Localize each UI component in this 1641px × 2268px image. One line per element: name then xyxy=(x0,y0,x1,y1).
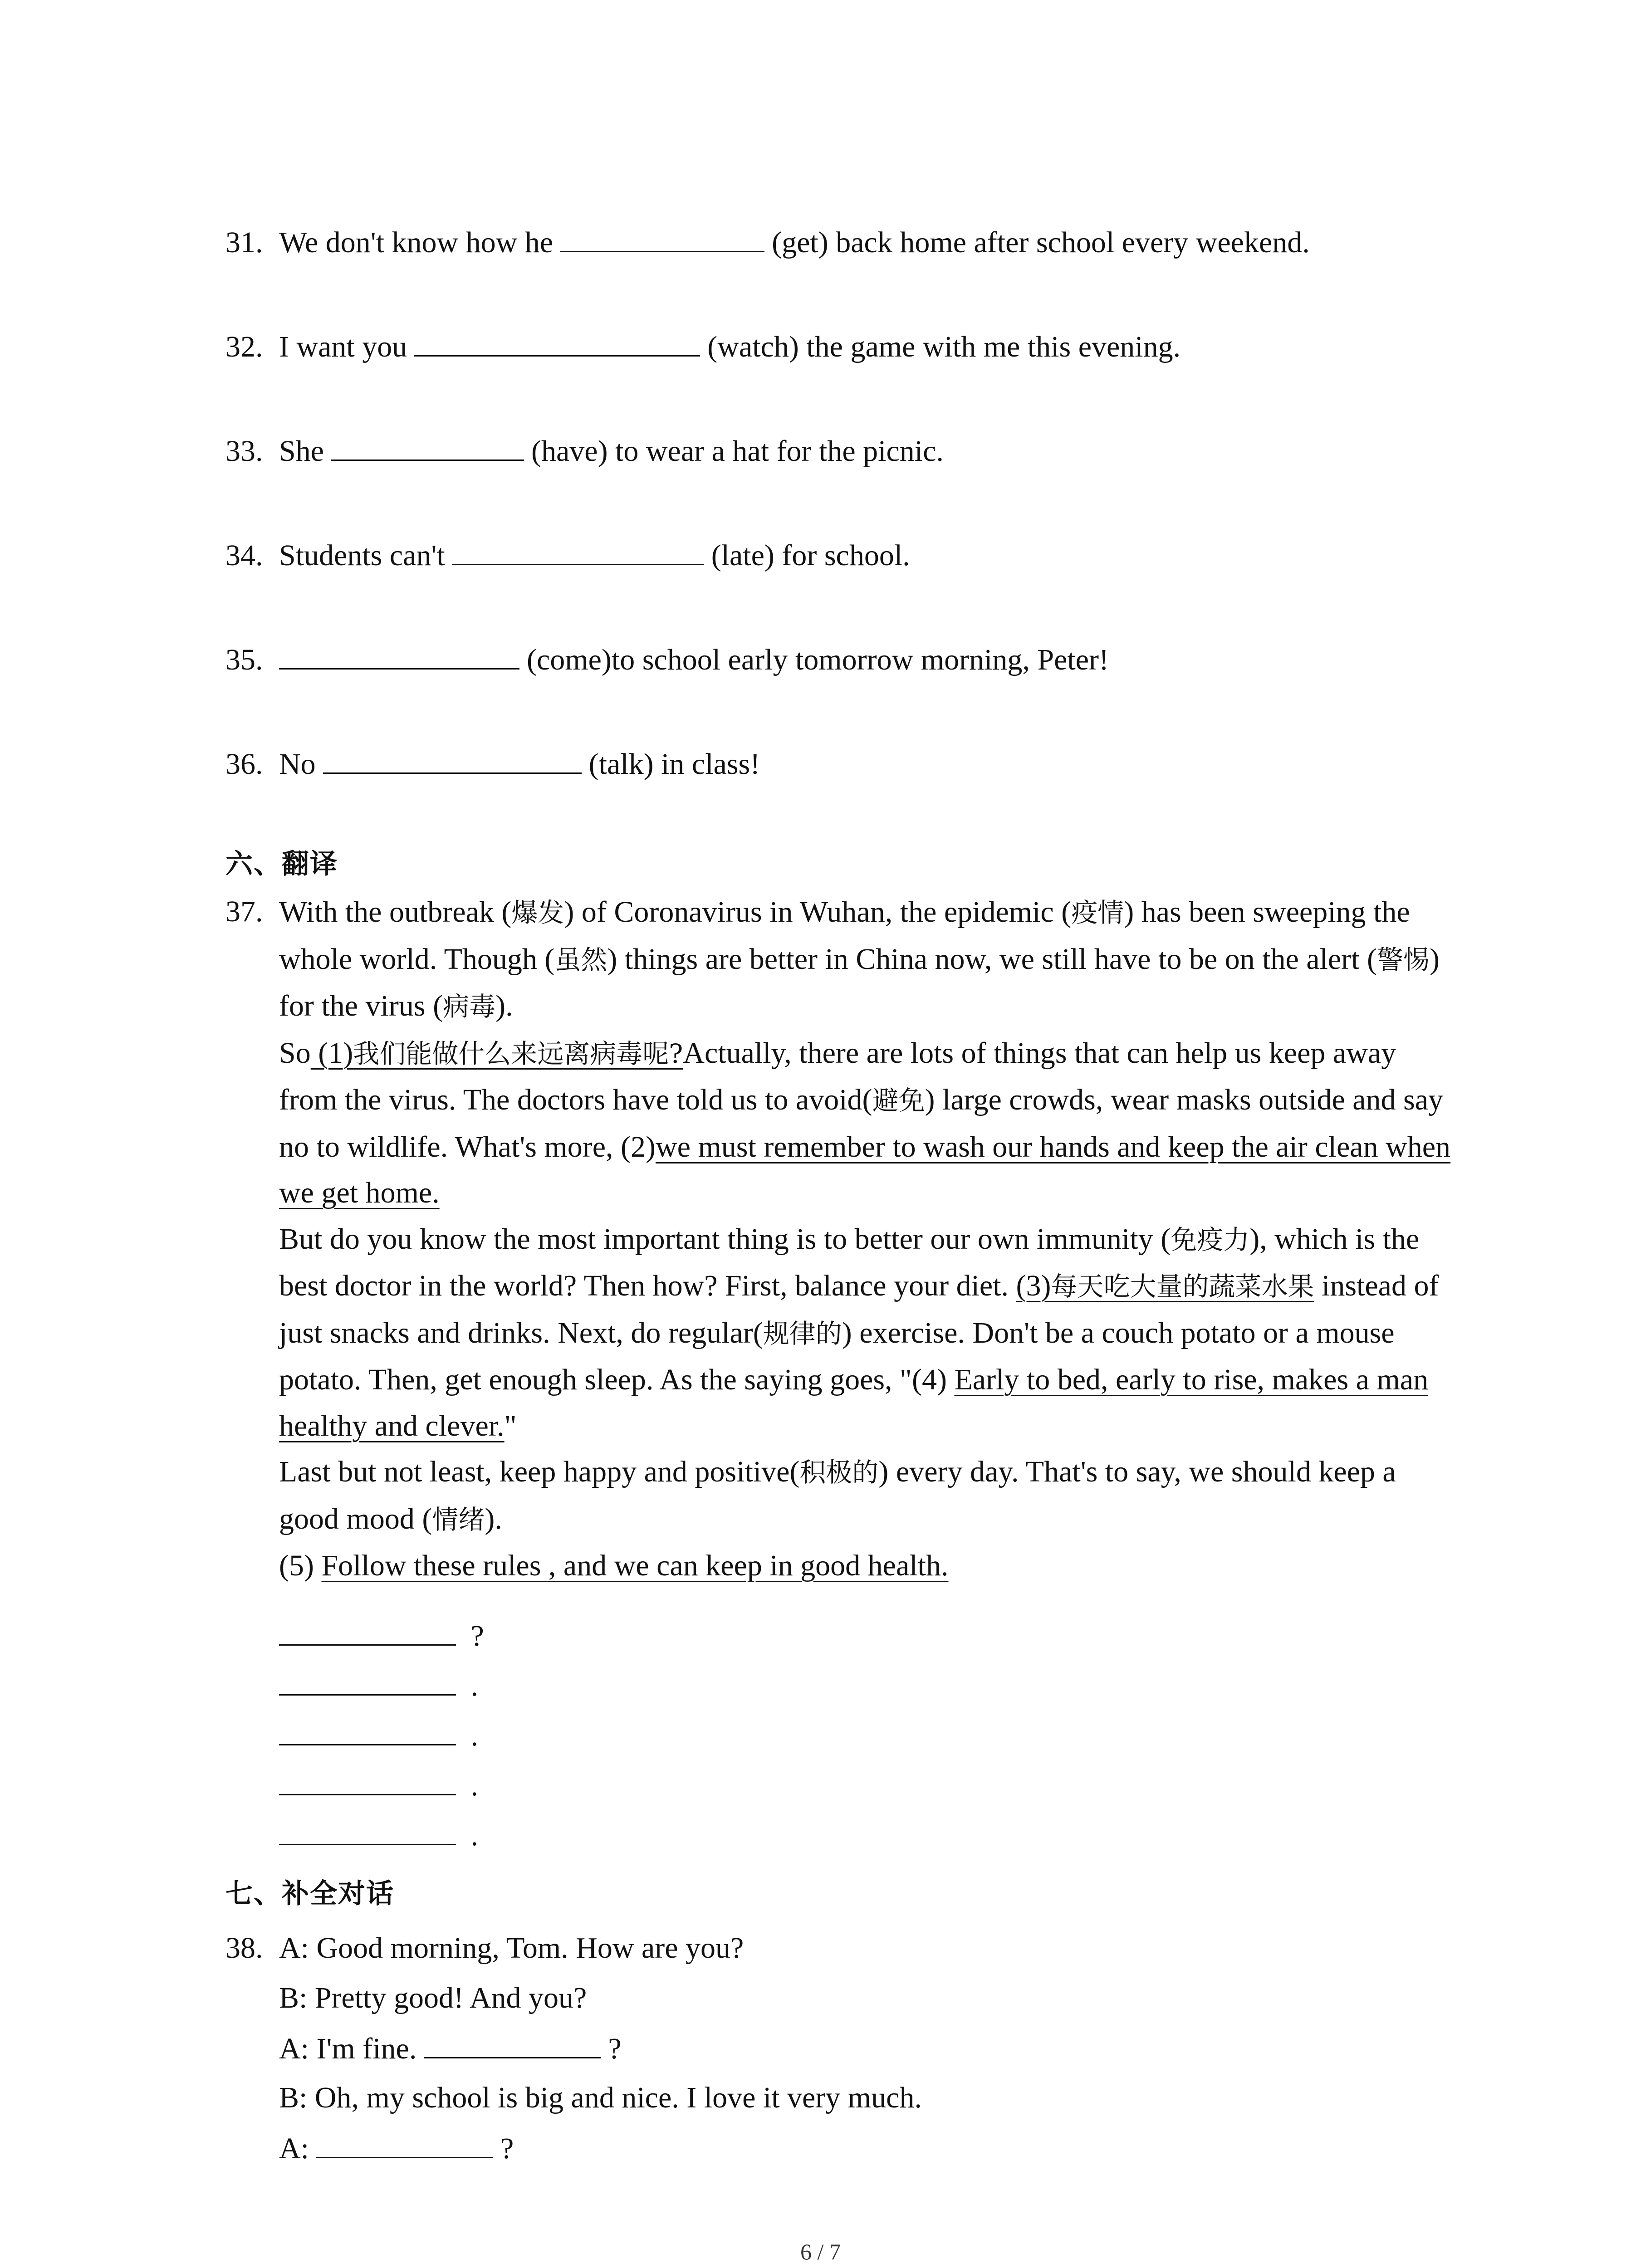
answer-blank[interactable] xyxy=(279,1817,456,1845)
answer-blank[interactable] xyxy=(316,2130,493,2158)
dialogue-text: A: I'm fine. xyxy=(279,2032,417,2065)
chinese-gloss: 爆发 xyxy=(511,897,564,928)
chinese-gloss: 免疫力 xyxy=(1171,1224,1250,1255)
question-hint: (talk) in class! xyxy=(588,748,760,781)
answer-line-5 xyxy=(279,1817,478,1854)
chinese-gloss: 情绪 xyxy=(432,1504,485,1535)
question-text: Students can't xyxy=(279,539,445,572)
question-number: 34. xyxy=(225,539,263,572)
passage-text: ) for the virus ( xyxy=(279,942,1440,1022)
question-number: 38. xyxy=(225,1931,263,1965)
answer-punctuation: . xyxy=(470,1819,478,1852)
answer-blank[interactable] xyxy=(279,1667,456,1696)
dialogue-punctuation: ? xyxy=(500,2132,514,2165)
passage-text: instead of just snacks and drinks. Next, do regular( xyxy=(279,1269,1439,1349)
answer-blank[interactable] xyxy=(279,1767,456,1795)
dialogue-punctuation: ? xyxy=(608,2032,622,2065)
question-number: 31. xyxy=(225,226,263,259)
chinese-gloss: 规律的 xyxy=(763,1318,842,1349)
question-number: 32. xyxy=(225,330,263,363)
passage-paragraph-4 xyxy=(279,1449,1459,1543)
question-text: We don't know how he xyxy=(279,226,554,259)
answer-blank[interactable] xyxy=(452,537,704,565)
dialogue-text: B: Oh, my school is big and nice. I love it very much. xyxy=(279,2081,922,2114)
chinese-gloss: 虽然 xyxy=(554,944,607,975)
answer-line-4 xyxy=(279,1767,478,1804)
passage-text: " xyxy=(504,1409,517,1442)
underlined-sentence-3: 每天吃大量的蔬菜水果 xyxy=(1051,1271,1314,1302)
passage-text: ) exercise. Don't be a couch potato or a mouse potato. Then, get enough sleep. As the saying goes, "(4) xyxy=(279,1316,1395,1396)
underlined-marker-1: (1) xyxy=(310,1036,353,1070)
question-35 xyxy=(225,641,1109,678)
passage-text: ) every day. That's to say, we should keep a good mood ( xyxy=(279,1455,1396,1535)
question-text: No xyxy=(279,748,316,781)
page-number: 6 / 7 xyxy=(800,2239,841,2264)
answer-line-3 xyxy=(279,1717,478,1754)
passage-paragraph-5 xyxy=(279,1543,1459,1589)
answer-blank[interactable] xyxy=(560,224,764,252)
dialogue-line-2 xyxy=(279,1980,587,2016)
dialogue-text: A: xyxy=(279,2132,309,2165)
passage-text: ) of Coronavirus in Wuhan, the epidemic ( xyxy=(564,895,1072,929)
passage-text: ). xyxy=(485,1502,502,1535)
question-33 xyxy=(225,432,944,469)
answer-blank[interactable] xyxy=(279,1617,456,1646)
chinese-gloss: 病毒 xyxy=(443,991,496,1022)
question-text: She xyxy=(279,435,324,468)
answer-blank[interactable] xyxy=(424,2030,601,2058)
section-heading-dialogue: 七、补全对话 xyxy=(225,1878,394,1910)
question-36 xyxy=(225,745,760,782)
underlined-sentence-1: 我们能做什么来远离病毒呢? xyxy=(353,1038,683,1069)
question-hint: (get) back home after school every weekend. xyxy=(772,226,1310,259)
answer-blank[interactable] xyxy=(279,641,519,670)
passage-text: But do you know the most important thing is to better our own immunity ( xyxy=(279,1222,1171,1256)
answer-punctuation: ? xyxy=(470,1619,484,1652)
question-hint: (have) to wear a hat for the picnic. xyxy=(531,435,944,468)
question-hint: (late) for school. xyxy=(711,539,910,572)
answer-blank[interactable] xyxy=(414,328,700,357)
dialogue-text: A: Good morning, Tom. How are you? xyxy=(279,1931,744,1965)
question-number: 37. xyxy=(225,895,263,928)
question-text: I want you xyxy=(279,330,407,363)
dialogue-line-5 xyxy=(279,2130,514,2167)
passage-text: (5) xyxy=(279,1549,322,1582)
passage-text: ). xyxy=(495,989,513,1022)
answer-line-2 xyxy=(279,1667,478,1704)
passage-text: Last but not least, keep happy and positive( xyxy=(279,1455,800,1488)
passage-paragraph-1 xyxy=(279,889,1459,1030)
answer-punctuation: . xyxy=(470,1669,478,1702)
underlined-sentence-2: we must remember to wash our hands and keep the air clean when we get home. xyxy=(279,1130,1451,1209)
dialogue-text: B: Pretty good! And you? xyxy=(279,1981,587,2014)
dialogue-line-4 xyxy=(279,2080,922,2116)
translation-passage xyxy=(279,889,1459,1589)
passage-text: ) things are better in China now, we still have to be on the alert ( xyxy=(607,942,1377,976)
passage-text: So xyxy=(279,1036,311,1070)
passage-paragraph-3 xyxy=(279,1216,1459,1449)
question-number: 35. xyxy=(225,643,263,676)
answer-blank[interactable] xyxy=(279,1717,456,1745)
passage-paragraph-2 xyxy=(279,1030,1459,1216)
answer-blank[interactable] xyxy=(323,745,582,774)
question-number: 36. xyxy=(225,748,263,781)
section-heading-translation: 六、翻译 xyxy=(225,848,338,880)
underlined-marker-3: (3) xyxy=(1016,1269,1051,1302)
passage-text: With the outbreak ( xyxy=(279,895,512,929)
passage-text: ), which is the best doctor in the world? Then how? First, balance your diet. xyxy=(279,1222,1420,1302)
chinese-gloss: 积极的 xyxy=(799,1457,879,1488)
question-hint: (come)to school early tomorrow morning, Peter! xyxy=(527,643,1109,676)
underlined-sentence-5: Follow these rules , and we can keep in good health. xyxy=(321,1549,949,1582)
passage-text: ) has been sweeping the whole world. Though ( xyxy=(279,895,1410,976)
answer-punctuation: . xyxy=(470,1769,478,1802)
question-31 xyxy=(225,224,1310,261)
underlined-sentence-4: Early to bed, early to rise, makes a man healthy and clever. xyxy=(279,1363,1429,1442)
dialogue-line-3 xyxy=(279,2030,622,2067)
question-34 xyxy=(225,537,910,574)
chinese-gloss: 避免 xyxy=(872,1085,925,1116)
question-32 xyxy=(225,328,1181,365)
chinese-gloss: 疫情 xyxy=(1071,897,1124,928)
answer-line-1 xyxy=(279,1617,484,1654)
chinese-gloss: 警惕 xyxy=(1376,944,1430,975)
passage-text: ) large crowds, wear masks outside and say no to wildlife. What's more, (2) xyxy=(279,1083,1444,1163)
question-hint: (watch) the game with me this evening. xyxy=(707,330,1181,363)
answer-blank[interactable] xyxy=(331,432,524,461)
dialogue-line-1 xyxy=(279,1930,744,1966)
answer-punctuation: . xyxy=(470,1719,478,1752)
passage-text: Actually, there are lots of things that can help us keep away from the virus. The doctors have told us to avoid( xyxy=(279,1036,1396,1116)
question-number: 33. xyxy=(225,435,263,468)
